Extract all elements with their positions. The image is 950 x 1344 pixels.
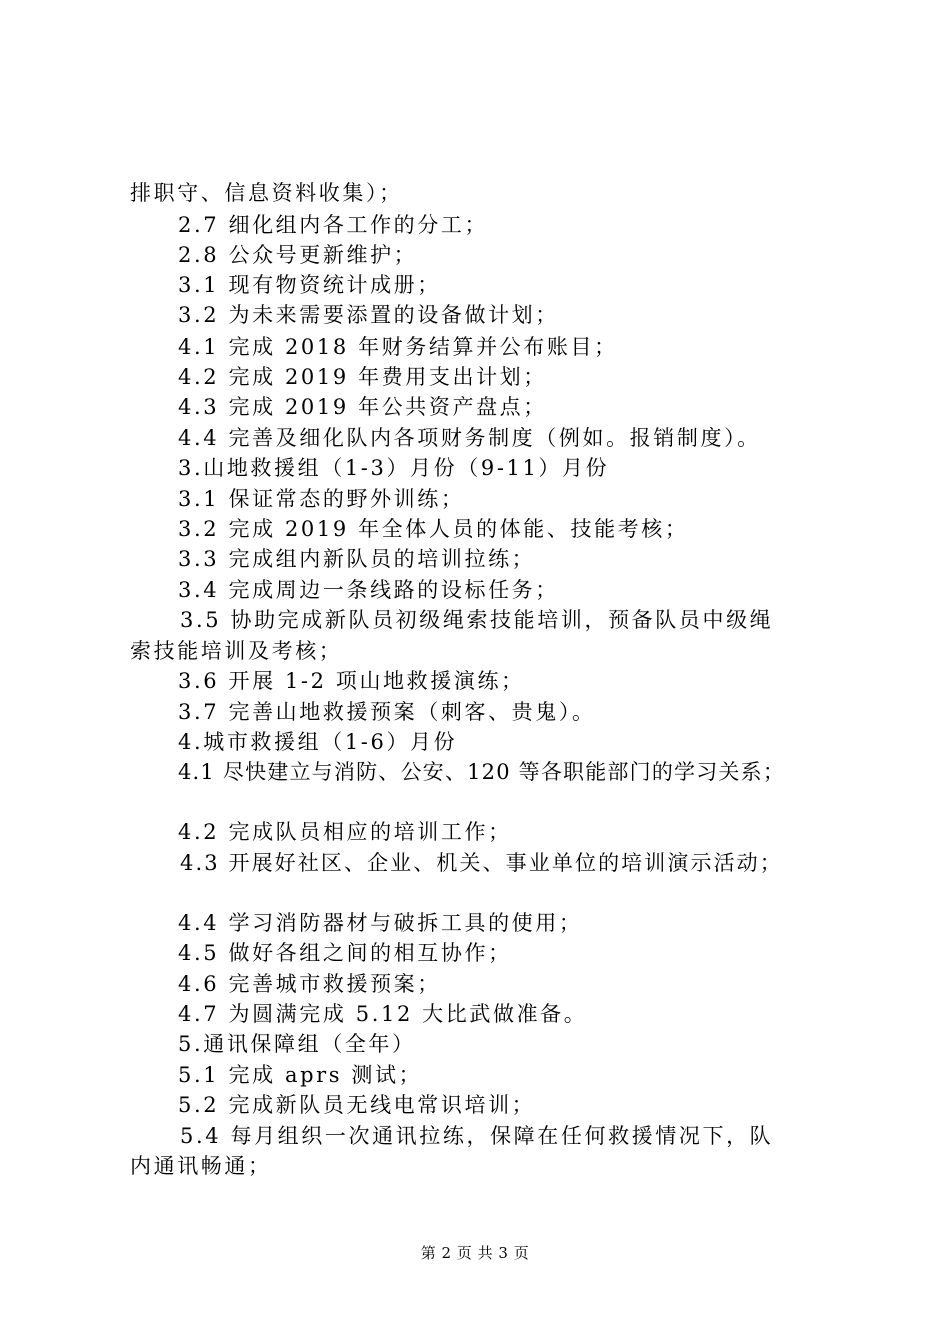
page-number-footer: 第 2 页 共 3 页	[420, 1244, 530, 1262]
text-line: 3.2 完成 2019 年全体人员的体能、技能考核；	[178, 517, 689, 541]
text-line: 4.7 为圆满完成 5.12 大比武做准备。	[178, 1002, 588, 1026]
text-line: 3.4 完成周边一条线路的设标任务；	[178, 578, 559, 602]
text-line: 排职守、信息资料收集）；	[130, 181, 403, 205]
text-line: 3.5 协助完成新队员初级绳索技能培训，预备队员中级绳	[180, 608, 774, 632]
section-heading: 5.通讯保障组（全年）	[178, 1032, 416, 1056]
text-line: 5.4 每月组织一次通讯拉练，保障在任何救援情况下，队	[180, 1124, 774, 1148]
text-line: 4.3 开展好社区、企业、机关、事业单位的培训演示活动；	[180, 851, 783, 875]
text-line: 2.7 细化组内各工作的分工；	[178, 213, 489, 237]
text-line: 5.1 完成 aprs 测试；	[178, 1063, 423, 1087]
text-line: 4.2 完成队员相应的培训工作；	[178, 820, 512, 844]
text-line: 4.5 做好各组之间的相互协作；	[178, 941, 512, 965]
text-line: 3.3 完成组内新队员的培训拉练；	[178, 547, 536, 571]
text-line: 索技能培训及考核；	[130, 639, 343, 663]
text-line: 4.6 完善城市救援预案；	[178, 972, 441, 996]
section-heading: 4.城市救援组（1-6）月份	[178, 730, 458, 754]
text-line: 4.2 完成 2019 年费用支出计划；	[178, 365, 547, 389]
text-line: 3.1 现有物资统计成册；	[178, 273, 441, 297]
text-line: 内通讯畅通；	[130, 1154, 272, 1178]
text-line: 3.6 开展 1-2 项山地救援演练；	[178, 669, 525, 693]
text-line: 4.1 尽快建立与消防、公安、120 等各职能部门的学习关系；	[178, 760, 786, 784]
text-line: 5.2 完成新队员无线电常识培训；	[178, 1093, 536, 1117]
text-line: 3.7 完善山地救援预案（刺客、贵鬼）。	[178, 700, 596, 724]
text-line: 3.2 为未来需要添置的设备做计划；	[178, 303, 559, 327]
text-line: 3.1 保证常态的野外训练；	[178, 487, 465, 511]
text-line: 4.3 完成 2019 年公共资产盘点；	[178, 395, 547, 419]
text-line: 4.4 完善及细化队内各项财务制度（例如。报销制度）。	[178, 426, 761, 450]
text-line: 2.8 公众号更新维护；	[178, 243, 418, 267]
text-line: 4.1 完成 2018 年财务结算并公布账目；	[178, 335, 618, 359]
text-line: 4.4 学习消防器材与破拆工具的使用；	[178, 911, 583, 935]
section-heading: 3.山地救援组（1-3）月份（9-11）月份	[178, 456, 610, 480]
